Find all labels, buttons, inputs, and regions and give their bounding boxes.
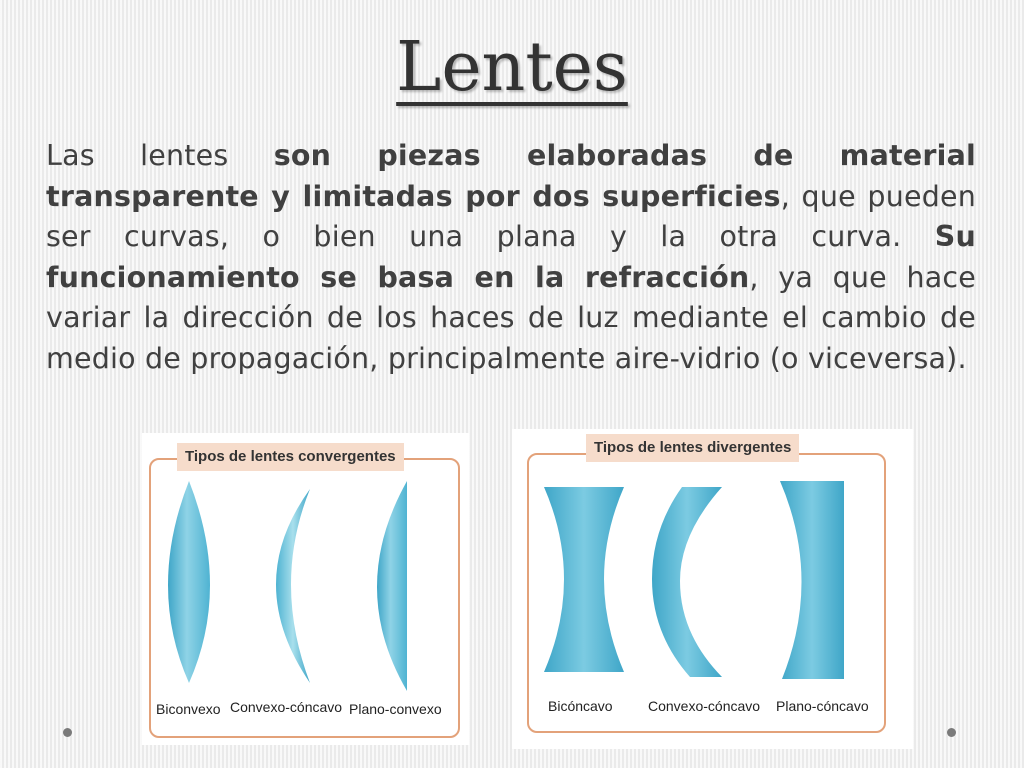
biconcave-lens-shape (544, 487, 624, 672)
divergent-lenses-figure (512, 429, 913, 749)
convex-concave-lens-shape (276, 489, 310, 683)
biconvex-lens-shape (168, 481, 210, 683)
plano-concave-lens-shape (780, 481, 844, 679)
body-paragraph: Las lentes son piezas elaboradas de material transparente y limitadas por dos superficies, que pueden ser curvas, o bien una plana y la otra curva. Su funcionamiento se basa en la refracción, ya que hace variar la dirección de los haces de luz mediante el cambio de medio de propagación, principalmente aire-vidrio (o viceversa). (46, 139, 976, 375)
label-plano-convexo: Plano-convexo (349, 701, 442, 717)
left-bullet-dot (63, 728, 72, 737)
label-convexo-concavo-conv: Convexo-cóncavo (230, 699, 343, 715)
divergent-title: Tipos de lentes divergentes (586, 434, 799, 462)
convex-concave-div-lens-shape (652, 487, 722, 677)
label-bicóncavo: Bicóncavo (548, 698, 613, 714)
label-convexo-concavo-div: Convexo-cóncavo (648, 698, 761, 714)
convergent-lenses-figure (142, 433, 469, 745)
slide-title: Lentes (396, 28, 628, 107)
label-biconvexo: Biconvexo (156, 701, 221, 717)
right-bullet-dot (947, 728, 956, 737)
plano-convex-lens-shape (377, 481, 407, 691)
label-plano-concavo: Plano-cóncavo (776, 698, 869, 714)
convergent-title: Tipos de lentes convergentes (177, 443, 404, 471)
